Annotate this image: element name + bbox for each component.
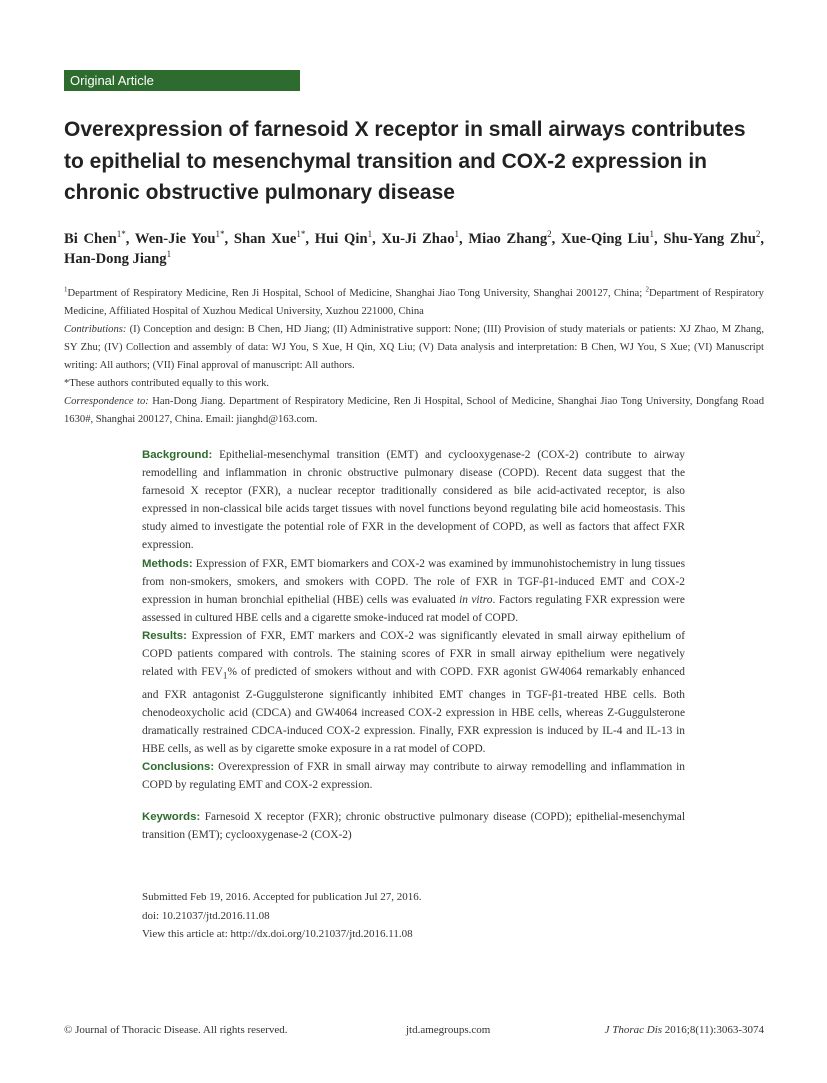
article-title: Overexpression of farnesoid X receptor in small airways contributes to epithelial to mesenchymal transition and COX-2 expression in chronic obstructive pulmonary disease xyxy=(64,118,746,204)
abstract-results: Results: Expression of FXR, EMT markers and COX-2 was significantly elevated in small airway epithelium of COPD patients compared with controls. The staining scores of FXR in small airway epithelium were negatively related with $FEV_1\%$ of predicted of smokers without and with COPD. FXR agonist GW4064 remarkably enhanced and FXR antagonist Z-Guggulsterone significantly inhibited EMT changes in TGF-β1-treated HBE cells. Both chenodeoxycholic acid (CDCA) and GW4064 increased COX-2 expression in HBE cells, whereas Z-Guggulsterone dramatically restrained CDCA-induced COX-2 expression. Finally, FXR expression is induced by IL-4 and IL-13 in HBE cells, as well as by cigarette smoke exposure in a rat model of COPD. xyxy=(142,629,686,755)
author-affiliation-mark: 1 xyxy=(166,249,172,260)
author-affiliation-mark: 1 xyxy=(454,229,460,240)
abstract-conclusions: Conclusions: Overexpression of FXR in small airway may contribute to airway remodelling and inflammation in COPD by regulating EMT and COX-2 expression. xyxy=(142,760,685,791)
article-link[interactable]: View this article at: http://dx.doi.org/10.21037/jtd.2016.11.08 xyxy=(142,928,413,940)
article-type-badge: Original Article xyxy=(64,70,300,91)
journal-site-link[interactable]: jtd.amegroups.com xyxy=(406,1024,491,1036)
contributions: Contributions: (I) Conception and design: B Chen, HD Jiang; (II) Administrative support: None; (III) Provision of study materials or patients: XJ Zhao, M Zhang, SY Zhu; (IV) Collection and assembly of data: WJ You, S Xue, H Qin, XQ Liu; (V) Data analysis and interpretation: B Chen, WJ You, S Xue; (VI) Manuscript writing: All authors; (VII) Final approval of manuscript: All authors. xyxy=(64,324,764,371)
author-affiliation-mark: 1* xyxy=(215,229,225,240)
author-affiliation-mark: 1 xyxy=(649,229,654,240)
affiliation-line: $^1$Department of Respiratory Medicine, Ren Ji Hospital, School of Medicine, Shanghai Jiao Tong University, Shanghai 200127, China; $^2$Department of Respiratory Medicine, Affiliated Hospital of Xuzhou Medical University, Xuzhou 221000, China xyxy=(64,285,764,317)
abstract xyxy=(142,446,685,844)
author-affiliation-mark: 2 xyxy=(547,229,552,240)
equal-contribution-note: *These authors contributed equally to this work. xyxy=(64,378,270,389)
abstract-methods: Methods: Expression of FXR, EMT biomarkers and COX-2 was examined by immunohistochemistry in lung tissues from non-smokers, smokers, and smokers with COPD. The role of FXR in TGF-β1-induced EMT and COX-2 expression in human bronchial epithelial (HBE) cells was evaluated in vitro. Factors regulating FXR expression were assessed in cultured HBE cells and a cigarette smoke-induced rat model of COPD. xyxy=(142,557,685,624)
author-affiliation-mark: 1 xyxy=(367,229,373,240)
affiliations-block xyxy=(64,285,764,429)
doi: doi: 10.21037/jtd.2016.11.08 xyxy=(142,909,270,922)
submission-dates: Submitted Feb 19, 2016. Accepted for publication Jul 27, 2016. xyxy=(142,891,422,903)
author-name: Bi Chen xyxy=(64,231,117,247)
author-affiliation-mark: 1* xyxy=(296,229,306,240)
author-list: Bi Chen$^{1*}$, Wen-Jie You$^{1*}$, Shan Xue$^{1*}$, Hui Qin$^1$, Xu-Ji Zhao$^1$, Miao Zhang$^2$, Xue-Qing Liu$^1$, Shu-Yang Zhu$^2$, Han-Dong Jiang$^1$ xyxy=(64,229,765,267)
author-name: Xu-Ji Zhao xyxy=(381,231,455,247)
author-name: Hui Qin xyxy=(314,231,368,247)
keywords: Keywords: Farnesoid X receptor (FXR); chronic obstructive pulmonary disease (COPD); epithelial-mesenchymal transition (EMT); cyclooxygenase-2 (COX-2) xyxy=(142,811,685,842)
author-name: Shan Xue xyxy=(233,231,297,247)
author-name: Wen-Jie You xyxy=(134,231,216,247)
author-affiliation-mark: 2 xyxy=(755,229,761,240)
author-name: Han-Dong Jiang xyxy=(64,251,167,267)
abstract-background: Background: Epithelial-mesenchymal transition (EMT) and cyclooxygenase-2 (COX-2) contribute to airway remodelling and inflammation in chronic obstructive pulmonary disease (COPD). Recent data suggest that the farnesoid X receptor (FXR), a nuclear receptor traditionally considered as bile acid-activated receptor, is also expressed in non-classical bile acids target tissues with novel functions beyond regulating bile acid homeostasis. This study aimed to investigate the potential role of FXR in the development of COPD, as well as factors that affect FXR expression. xyxy=(142,449,685,552)
author-name: Shu-Yang Zhu xyxy=(663,231,756,247)
correspondence: Correspondence to: Han-Dong Jiang. Department of Respiratory Medicine, Ren Ji Hospital, School of Medicine, Shanghai Jiao Tong University, Dongfang Road 1630#, Shanghai 200127, China. Email: jianghd@163.com. xyxy=(64,396,765,425)
citation: J Thorac Dis 2016;8(11):3063-3074 xyxy=(604,1024,764,1036)
author-affiliation-mark: 1* xyxy=(116,229,126,240)
copyright: © Journal of Thoracic Disease. All rights reserved. xyxy=(64,1024,288,1036)
author-name: Miao Zhang xyxy=(468,231,548,247)
author-name: Xue-Qing Liu xyxy=(561,231,650,247)
publication-info xyxy=(142,888,685,944)
page-footer xyxy=(64,1021,764,1039)
